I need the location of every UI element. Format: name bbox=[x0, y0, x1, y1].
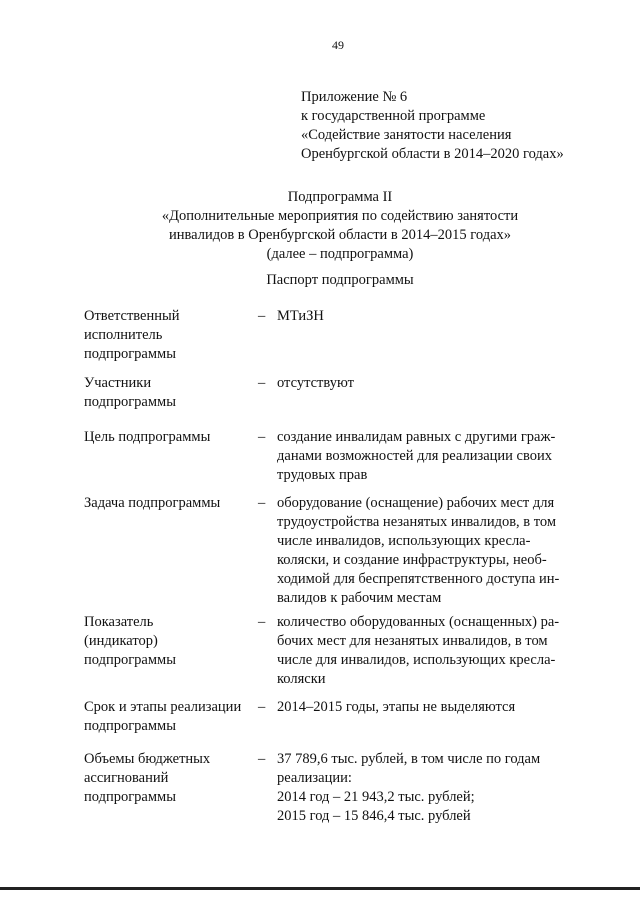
row-label-line: подпрограммы bbox=[84, 394, 176, 410]
row-label-line: Ответственный bbox=[84, 308, 180, 324]
row-value bbox=[277, 494, 568, 608]
row-value-line: 2014–2015 годы, этапы не выделяются bbox=[277, 699, 516, 715]
page-bottom-rule bbox=[0, 887, 640, 890]
row-label-line: Показатель bbox=[84, 614, 154, 630]
row-value bbox=[277, 428, 568, 485]
row-label-line: исполнитель bbox=[84, 327, 163, 343]
row-label-line: Цель подпрограммы bbox=[84, 429, 211, 445]
row-label-line: ассигнований bbox=[84, 770, 169, 786]
subprogram-title-line: (далее – подпрограмма) bbox=[266, 246, 414, 262]
row-value-line: создание инвалидам равных с другими граж- bbox=[277, 429, 556, 445]
annex-line: Оренбургской области в 2014–2020 годах» bbox=[301, 146, 564, 162]
row-dash: – bbox=[258, 495, 266, 511]
row-label bbox=[84, 307, 254, 364]
row-value-line: количество оборудованных (оснащенных) ра- bbox=[277, 614, 560, 630]
row-label bbox=[84, 374, 254, 412]
row-dash: – bbox=[258, 308, 266, 324]
row-value-line: реализации: bbox=[277, 770, 352, 786]
row-value-line: 2015 год – 15 846,4 тыс. рублей bbox=[277, 808, 471, 824]
row-value bbox=[277, 613, 568, 689]
annex-header bbox=[301, 88, 564, 164]
row-dash: – bbox=[258, 699, 266, 715]
annex-line: «Содействие занятости населения bbox=[301, 127, 512, 143]
row-value-line: числе инвалидов, использующих кресла- bbox=[277, 533, 531, 549]
passport-title: Паспорт подпрограммы bbox=[266, 272, 414, 288]
row-value bbox=[277, 698, 568, 717]
subprogram-title bbox=[60, 188, 620, 264]
row-value-line: числе для инвалидов, использующих кресла- bbox=[277, 652, 556, 668]
row-value bbox=[277, 307, 568, 326]
row-label-line: подпрограммы bbox=[84, 652, 176, 668]
row-label bbox=[84, 750, 254, 807]
row-value bbox=[277, 374, 568, 393]
row-label bbox=[84, 428, 254, 447]
annex-line: Приложение № 6 bbox=[301, 89, 408, 105]
row-value-line: трудовых прав bbox=[277, 467, 368, 483]
row-label-line: (индикатор) bbox=[84, 633, 158, 649]
row-label-line: Задача подпрограммы bbox=[84, 495, 221, 511]
subprogram-title-line: «Дополнительные мероприятия по содействию занятости bbox=[161, 208, 519, 224]
row-dash: – bbox=[258, 375, 266, 391]
row-label bbox=[84, 613, 254, 670]
row-value-line: 37 789,6 тыс. рублей, в том числе по годам bbox=[277, 751, 541, 767]
row-label-line: подпрограммы bbox=[84, 346, 176, 362]
row-value-line: МТиЗН bbox=[277, 308, 324, 324]
row-value-line: данами возможностей для реализации своих bbox=[277, 448, 552, 464]
row-value-line: валидов к рабочим местам bbox=[277, 590, 442, 606]
annex-line: к государственной программе bbox=[301, 108, 486, 124]
row-label-line: Объемы бюджетных bbox=[84, 751, 211, 767]
row-value-line: бочих мест для незанятых инвалидов, в том bbox=[277, 633, 548, 649]
row-value-line: 2014 год – 21 943,2 тыс. рублей; bbox=[277, 789, 475, 805]
subprogram-title-line: Подпрограмма II bbox=[287, 189, 393, 205]
row-label bbox=[84, 494, 254, 513]
subprogram-title-line: инвалидов в Оренбургской области в 2014–2015 годах» bbox=[168, 227, 512, 243]
row-value-line: коляски bbox=[277, 671, 326, 687]
row-value-line: трудоустройства незанятых инвалидов, в том bbox=[277, 514, 557, 530]
row-dash: – bbox=[258, 429, 266, 445]
row-value-line: ходимой для беспрепятственного доступа ин- bbox=[277, 571, 560, 587]
row-value-line: оборудование (оснащение) рабочих мест для bbox=[277, 495, 555, 511]
row-dash: – bbox=[258, 614, 266, 630]
row-value-line: коляски, и создание инфраструктуры, необ- bbox=[277, 552, 547, 568]
row-dash: – bbox=[258, 751, 266, 767]
page-number: 49 bbox=[332, 38, 344, 52]
row-label-line: Участники bbox=[84, 375, 152, 391]
row-label bbox=[84, 698, 254, 736]
row-label-line: подпрограммы bbox=[84, 718, 176, 734]
row-value bbox=[277, 750, 568, 826]
row-value-line: отсутствуют bbox=[277, 375, 354, 391]
row-label-line: Срок и этапы реализации bbox=[84, 699, 242, 715]
row-label-line: подпрограммы bbox=[84, 789, 176, 805]
